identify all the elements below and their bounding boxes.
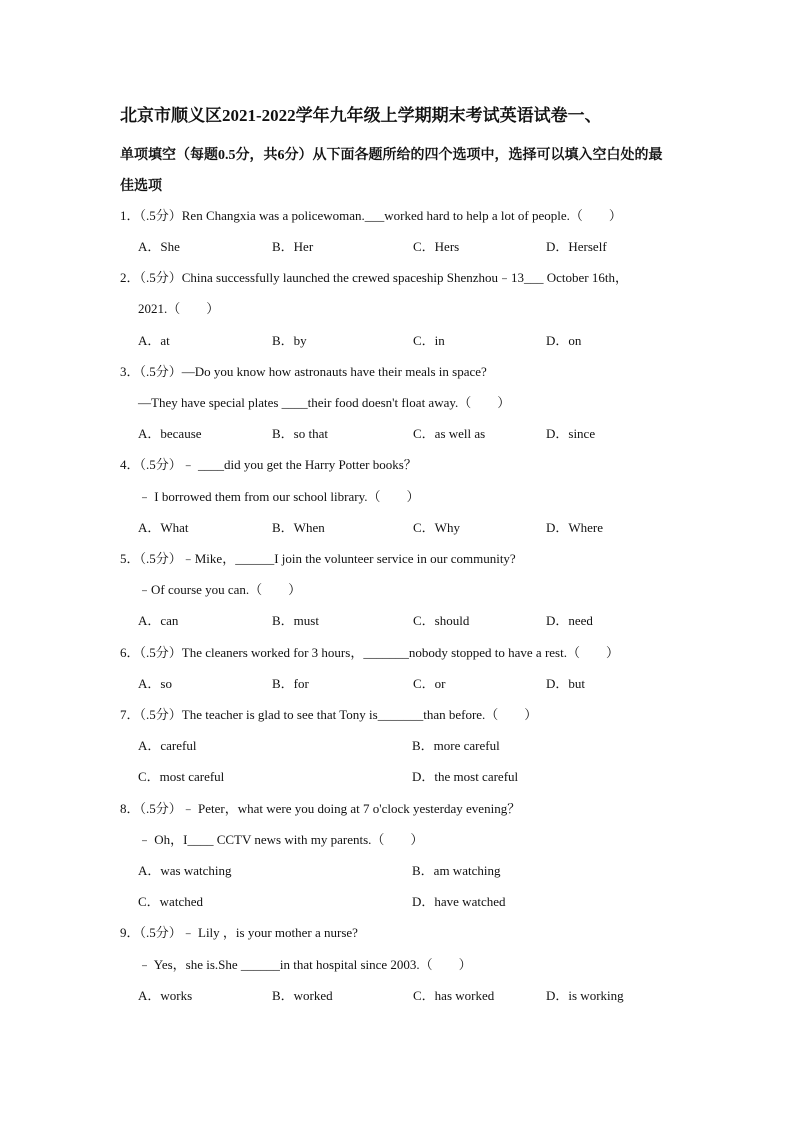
q9-option-c: C．has worked (413, 988, 495, 1003)
question-9-continued: ﹣ Yes，she is.She ______in that hospital since 2003.（ ） (138, 957, 472, 972)
question-6: 6．（.5分）The cleaners worked for 3 hours，_______nobody stopped to have a rest.（ ） (120, 645, 619, 660)
q8-option-d: D．have watched (412, 894, 506, 909)
question-8-continued: ﹣ Oh，I____ CCTV news with my parents.（ ） (138, 832, 424, 847)
q3-option-b: B．so that (272, 426, 328, 441)
q9-option-d: D．is working (546, 988, 624, 1003)
q1-option-b: B．Her (272, 239, 314, 254)
question-8: 8．（.5分）﹣ Peter，what were you doing at 7 o'clock yesterday evening？ (120, 801, 521, 816)
question-5: 5．（.5分）﹣Mike，______I join the volunteer service in our community? (120, 551, 516, 566)
question-5-continued: ﹣Of course you can.（ ） (138, 582, 302, 597)
q2-option-d: D．on (546, 333, 582, 348)
q6-option-d: D．but (546, 676, 586, 691)
question-9: 9．（.5分）﹣ Lily ，is your mother a nurse? (120, 925, 358, 940)
question-3: 3．（.5分）—Do you know how astronauts have their meals in space? (120, 364, 487, 379)
question-4-continued: ﹣ I borrowed them from our school library.（ ） (138, 489, 420, 504)
q5-option-c: C．should (413, 613, 470, 628)
q6-option-c: C．or (413, 676, 446, 691)
q7-option-a: A．careful (138, 738, 197, 753)
q2-option-a: A．at (138, 333, 170, 348)
q4-option-a: A．What (138, 520, 189, 535)
q2-option-b: B．by (272, 333, 307, 348)
question-4: 4．（.5分）﹣ ____did you get the Harry Potter books？ (120, 457, 417, 472)
question-7: 7．（.5分）The teacher is glad to see that Tony is_______than before.（ ） (120, 707, 538, 722)
q1-option-a: A．She (138, 239, 180, 254)
q7-option-b: B．more careful (412, 738, 500, 753)
q8-option-a: A．was watching (138, 863, 232, 878)
q7-option-d: D．the most careful (412, 769, 519, 784)
q1-option-c: C．Hers (413, 239, 460, 254)
q4-option-b: B．When (272, 520, 325, 535)
q3-option-c: C．as well as (413, 426, 486, 441)
question-2-continued: 2021.（ ） (138, 301, 220, 316)
q3-option-d: D．since (546, 426, 596, 441)
q9-option-a: A．works (138, 988, 193, 1003)
q5-option-a: A．can (138, 613, 179, 628)
exam-title-line-1: 北京市顺义区2021-2022学年九年级上学期期末考试英语试卷一、 (120, 106, 602, 125)
question-2: 2．（.5分）China successfully launched the crewed spaceship Shenzhou﹣13___ October 16th， (120, 270, 628, 285)
q5-option-d: D．need (546, 613, 593, 628)
q6-option-b: B．for (272, 676, 309, 691)
q4-option-d: D．Where (546, 520, 604, 535)
q8-option-c: C．watched (138, 894, 203, 909)
q5-option-b: B．must (272, 613, 319, 628)
exam-title-line-2: 单项填空（每题0.5分，共6分）从下面各题所给的四个选项中，选择可以填入空白处的最 (120, 148, 663, 163)
q9-option-b: B．worked (272, 988, 333, 1003)
exam-title-line-3: 佳选项 (120, 179, 162, 194)
q2-option-c: C．in (413, 333, 445, 348)
question-1: 1．（.5分）Ren Changxia was a policewoman.___worked hard to help a lot of people.（ ） (120, 208, 622, 223)
q7-option-c: C．most careful (138, 769, 225, 784)
q3-option-a: A．because (138, 426, 202, 441)
question-3-continued: —They have special plates ____their food doesn't float away.（ ） (138, 395, 511, 410)
q6-option-a: A．so (138, 676, 172, 691)
q8-option-b: B．am watching (412, 863, 501, 878)
q1-option-d: D．Herself (546, 239, 607, 254)
q4-option-c: C．Why (413, 520, 460, 535)
